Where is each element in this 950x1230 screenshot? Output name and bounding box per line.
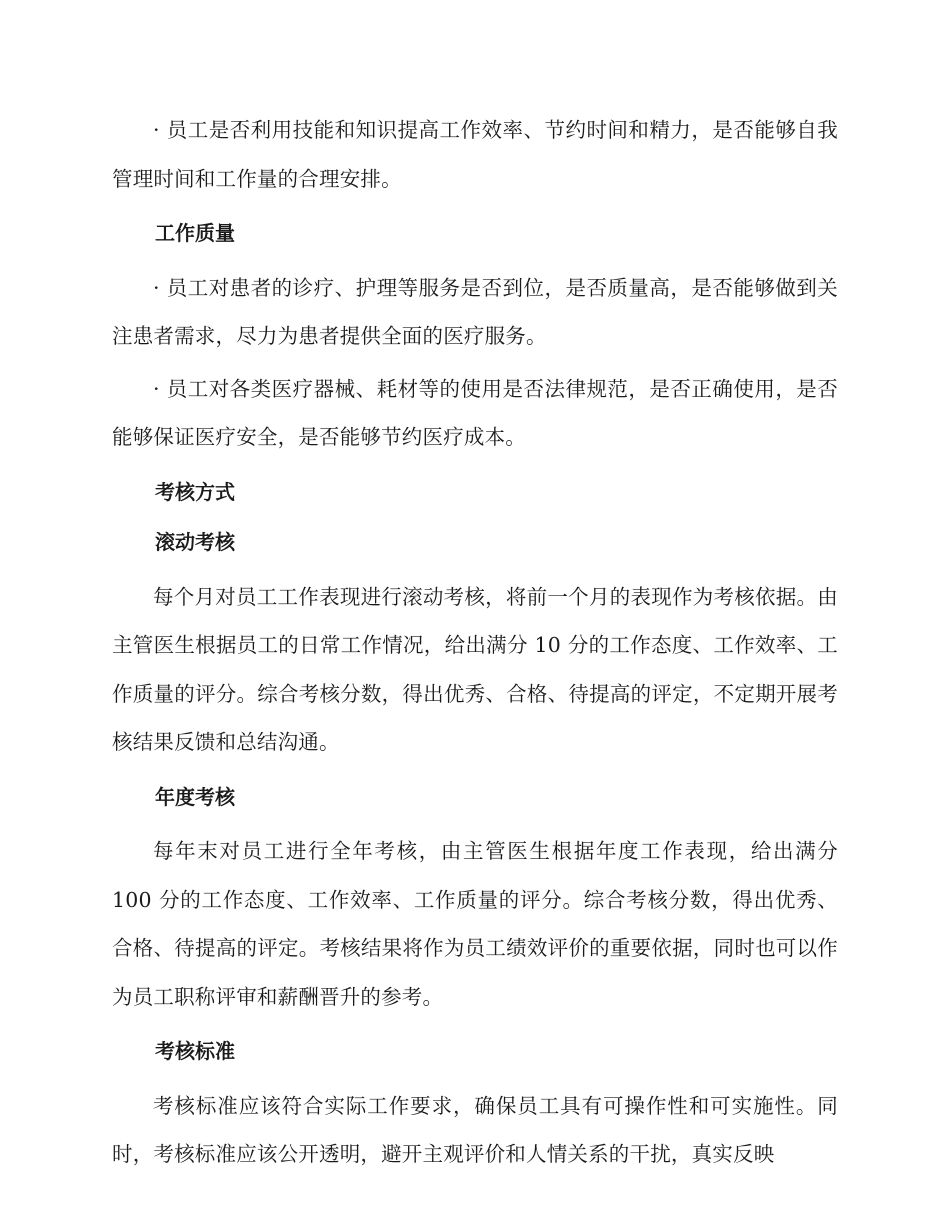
paragraph-rolling-assessment: 每个月对员工工作表现进行滚动考核，将前一个月的表现作为考核依据。由主管医生根据员工的日常工作情况，给出满分 10 分的工作态度、工作效率、工作质量的评分。综合考核分数，得出优秀、合格、待提高的评定，不定期开展考核结果反馈和总结沟通。 [112,584,838,754]
paragraph-patient-service-bullet: · 员工对患者的诊疗、护理等服务是否到位，是否质量高，是否能够做到关注患者需求，尽力为患者提供全面的医疗服务。 [112,275,838,348]
heading-assessment-method: 考核方式 [155,479,235,504]
paragraph-medical-equipment-bullet: · 员工对各类医疗器械、耗材等的使用是否法律规范，是否正确使用，是否能够保证医疗安全，是否能够节约医疗成本。 [112,376,838,449]
heading-work-quality: 工作质量 [155,221,235,245]
paragraph-efficiency-bullet: · 员工是否利用技能和知识提高工作效率、节约时间和精力，是否能够自我管理时间和工作量的合理安排。 [112,118,838,191]
heading-assessment-standard: 考核标准 [155,1039,235,1063]
heading-annual-assessment: 年度考核 [155,784,235,809]
paragraph-annual-assessment: 每年末对员工进行全年考核，由主管医生根据年度工作表现，给出满分 100 分的工作态度、工作效率、工作质量的评分。综合考核分数，得出优秀、合格、待提高的评定。考核结果将作为员工绩效评价的重要依据，同时也可以作为员工职称评审和薪酬晋升的参考。 [112,839,838,1009]
paragraph-assessment-standard: 考核标准应该符合实际工作要求，确保员工具有可操作性和可实施性。同时，考核标准应该公开透明，避开主观评价和人情关系的干扰，真实反映 [112,1093,838,1166]
document-page [112,106,838,1179]
heading-rolling-assessment: 滚动考核 [155,530,235,554]
